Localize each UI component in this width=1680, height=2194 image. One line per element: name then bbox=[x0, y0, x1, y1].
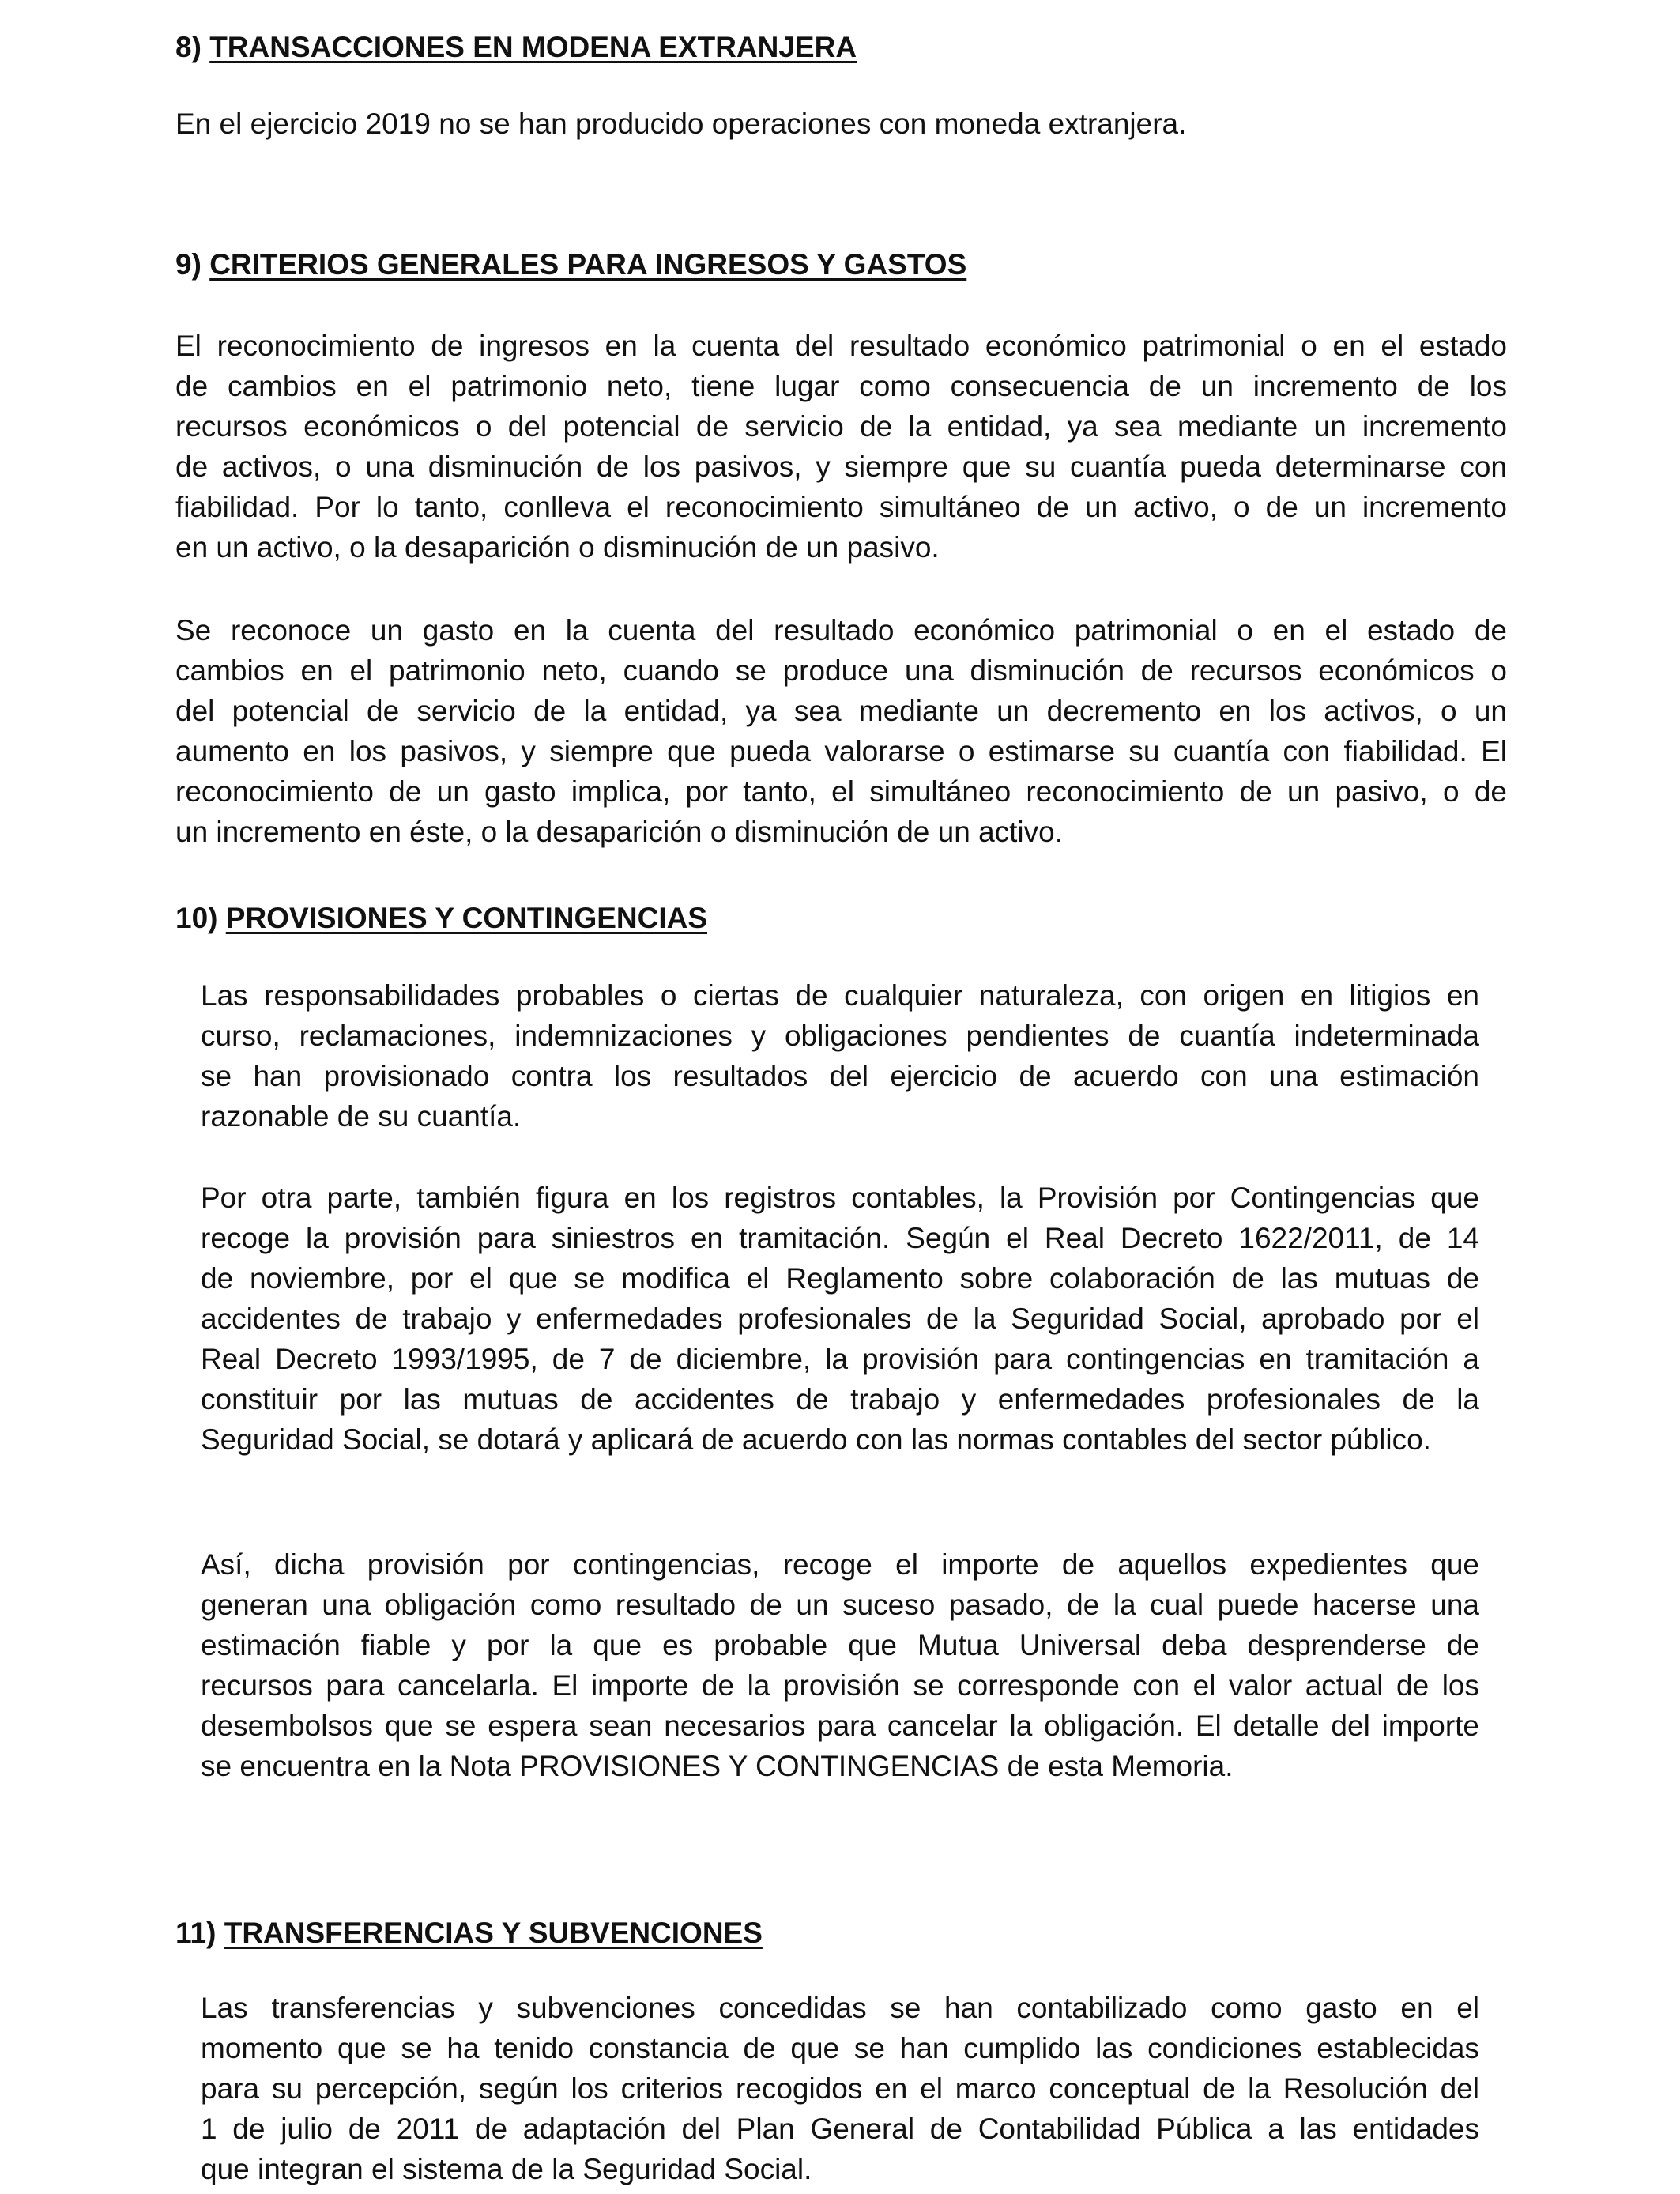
section-number: 11) bbox=[175, 1917, 217, 1949]
text-line: curso, reclamaciones, indemnizaciones y obligaciones pendientes de cuantía indeterminada bbox=[201, 1020, 1479, 1052]
text-line: aumento en los pasivos, y siempre que pueda valorarse o estimarse su cuantía con fiabilidad. El bbox=[175, 735, 1507, 767]
paragraph bbox=[201, 1178, 1479, 1460]
text-line: reconocimiento de un gasto implica, por tanto, el simultáneo reconocimiento de un pasivo, o de bbox=[175, 775, 1507, 808]
text-line: se han provisionado contra los resultados del ejercicio de acuerdo con una estimación bbox=[201, 1060, 1479, 1092]
text-line: fiabilidad. Por lo tanto, conlleva el reconocimiento simultáneo de un activo, o de un incremento bbox=[175, 491, 1507, 523]
text-line: desembolsos que se espera sean necesarios para cancelar la obligación. El detalle del importe bbox=[201, 1710, 1479, 1742]
text-line: recursos para cancelarla. El importe de la provisión se corresponde con el valor actual de los bbox=[201, 1669, 1479, 1702]
text-line: En el ejercicio 2019 no se han producido operaciones con moneda extranjera. bbox=[175, 107, 1187, 140]
text-line: constituir por las mutuas de accidentes de trabajo y enfermedades profesionales de la bbox=[201, 1383, 1479, 1416]
section-title: TRANSFERENCIAS Y SUBVENCIONES bbox=[224, 1917, 763, 1949]
paragraph bbox=[175, 104, 1507, 144]
section-title: PROVISIONES Y CONTINGENCIAS bbox=[225, 902, 708, 934]
text-line: se encuentra en la Nota PROVISIONES Y CONTINGENCIAS de esta Memoria. bbox=[201, 1750, 1234, 1782]
section-number: 8) bbox=[175, 31, 202, 63]
paragraph bbox=[201, 1988, 1479, 2189]
section-title: TRANSACCIONES EN MODENA EXTRANJERA bbox=[209, 31, 857, 63]
paragraph bbox=[201, 1544, 1479, 1786]
text-line: cambios en el patrimonio neto, cuando se produce una disminución de recursos económicos o bbox=[175, 654, 1507, 687]
text-line: Seguridad Social, se dotará y aplicará de acuerdo con las normas contables del sector público. bbox=[201, 1423, 1431, 1456]
text-line: Por otra parte, también figura en los registros contables, la Provisión por Contingencias que bbox=[201, 1182, 1479, 1214]
text-line: del potencial de servicio de la entidad, ya sea mediante un decremento en los activos, o un bbox=[175, 695, 1507, 727]
text-line: Las transferencias y subvenciones concedidas se han contabilizado como gasto en el bbox=[201, 1992, 1479, 2024]
text-line: de activos, o una disminución de los pasivos, y siempre que su cuantía pueda determinarse con bbox=[175, 450, 1507, 483]
text-line: en un activo, o la desaparición o disminución de un pasivo. bbox=[175, 531, 940, 564]
text-line: El reconocimiento de ingresos en la cuenta del resultado económico patrimonial o en el estado bbox=[175, 330, 1507, 362]
text-line: accidentes de trabajo y enfermedades profesionales de la Seguridad Social, aprobado por el bbox=[201, 1302, 1479, 1335]
text-line: Así, dicha provisión por contingencias, recoge el importe de aquellos expedientes que bbox=[201, 1548, 1479, 1581]
section-heading-11 bbox=[175, 1916, 763, 1951]
text-line: para su percepción, según los criterios recogidos en el marco conceptual de la Resolución del bbox=[201, 2072, 1479, 2105]
section-number: 9) bbox=[175, 248, 202, 281]
text-line: Se reconoce un gasto en la cuenta del resultado económico patrimonial o en el estado de bbox=[175, 614, 1507, 647]
text-line: razonable de su cuantía. bbox=[201, 1100, 522, 1133]
text-line: generan una obligación como resultado de un suceso pasado, de la cual puede hacerse una bbox=[201, 1589, 1479, 1621]
text-line: recoge la provisión para siniestros en tramitación. Según el Real Decreto 1622/2011, de 14 bbox=[201, 1222, 1479, 1254]
section-heading-10 bbox=[175, 901, 707, 936]
paragraph bbox=[201, 975, 1479, 1137]
section-number: 10) bbox=[175, 902, 218, 934]
text-line: estimación fiable y por la que es probable que Mutua Universal deba desprenderse de bbox=[201, 1629, 1479, 1661]
text-line: momento que se ha tenido constancia de que se han cumplido las condiciones establecidas bbox=[201, 2032, 1479, 2064]
paragraph bbox=[175, 326, 1507, 567]
text-line: un incremento en éste, o la desaparición o disminución de un activo. bbox=[175, 816, 1064, 848]
text-line: recursos económicos o del potencial de servicio de la entidad, ya sea mediante un incremento bbox=[175, 410, 1507, 443]
text-line: Real Decreto 1993/1995, de 7 de diciembre, la provisión para contingencias en tramitación a bbox=[201, 1343, 1479, 1375]
text-line: de noviembre, por el que se modifica el Reglamento sobre colaboración de las mutuas de bbox=[201, 1262, 1479, 1295]
paragraph bbox=[175, 610, 1507, 852]
section-heading-8 bbox=[175, 30, 857, 65]
text-line: de cambios en el patrimonio neto, tiene lugar como consecuencia de un incremento de los bbox=[175, 370, 1507, 402]
text-line: Las responsabilidades probables o ciertas de cualquier naturaleza, con origen en litigios en bbox=[201, 979, 1479, 1012]
text-line: que integran el sistema de la Seguridad Social. bbox=[201, 2153, 812, 2185]
section-heading-9 bbox=[175, 247, 966, 282]
section-title: CRITERIOS GENERALES PARA INGRESOS Y GASTOS bbox=[209, 248, 967, 281]
text-line: 1 de julio de 2011 de adaptación del Plan General de Contabilidad Pública a las entidades bbox=[201, 2113, 1479, 2145]
